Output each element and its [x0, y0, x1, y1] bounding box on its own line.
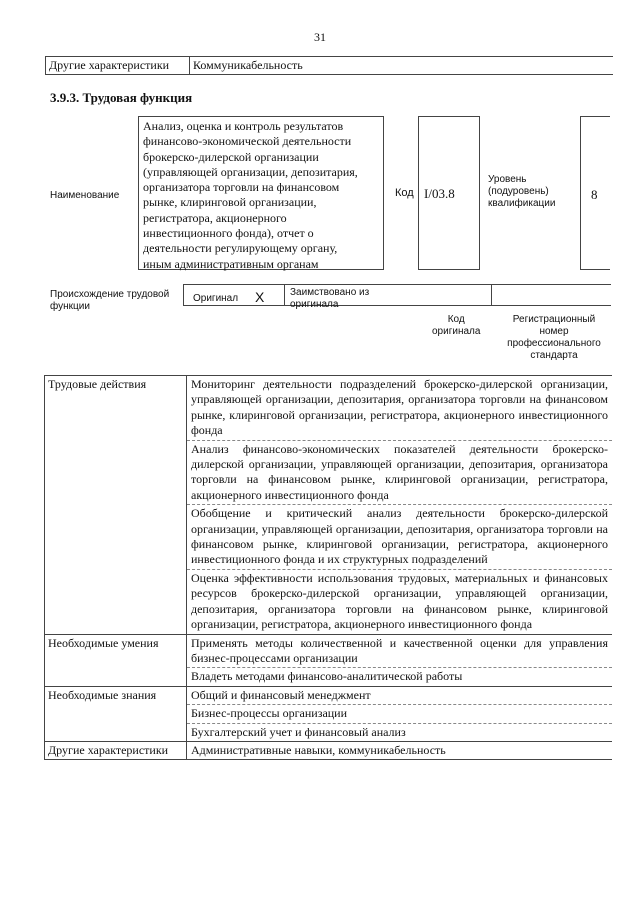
divider [491, 284, 492, 306]
function-name-line: финансово-экономической деятельности [143, 134, 352, 149]
function-details-table [44, 375, 612, 760]
name-label: Наименование [50, 190, 120, 201]
qualification-level-value: 8 [591, 187, 598, 202]
function-name-line: (управляющей организации, депозитария, [143, 164, 358, 179]
function-name-line: рынке, клиринговой организации, [143, 195, 317, 210]
function-name-line: брокерско-дилерской организации [143, 149, 319, 164]
registration-number-line: Регистрационный [512, 314, 596, 325]
labor-action-item: Оценка эффективности использования трудовых, материальных и финансовых ресурсов брокерско-дилерской организации, управляющей организации, депозитария, организатора торговли на финансовом рынке, клиринговой организации, регистратора, акционерного инвестиционного фонда [191, 570, 608, 632]
borrowed-label-line: оригинала [290, 299, 339, 310]
labor-action-item: Мониторинг деятельности подразделений брокерско-дилерской организации, управляющей организации, депозитария, организатора торговли на финансовом рынке, клиринговой организации, регистратора, акционерного инвестиционного фонда [187, 376, 613, 441]
skills-label: Необходимые умения [45, 634, 187, 686]
registration-number-label [500, 314, 608, 362]
function-name-line: организатора торговли на финансовом [143, 180, 340, 195]
labor-action-item: Анализ финансово-экономических показателей деятельности брокерско-дилерской организации, управляющей организации, депозитария, организатора торговли на финансовом рынке, клиринговой организации, регистратора, акционерного инвестиционного фонда [187, 440, 613, 505]
other-characteristics-value: Коммуникабельность [193, 58, 303, 72]
table-row [45, 376, 613, 441]
table-row [45, 634, 613, 668]
borrowed-label [290, 287, 369, 311]
origin-label [50, 289, 169, 313]
labor-actions-label: Трудовые действия [45, 376, 187, 635]
skill-item: Применять методы количественной и качественной оценки для управления бизнес-процессами организации [187, 634, 613, 668]
knowledge-item: Бизнес-процессы организации [187, 705, 613, 723]
origin-row [183, 284, 611, 306]
function-name-line: инвестиционного фонда), отчет о [143, 226, 314, 241]
origin-label-line: Происхождение трудовой [50, 289, 170, 300]
code-value: I/03.8 [424, 186, 455, 201]
other-label: Другие характеристики [45, 741, 187, 759]
qualification-level-label-line: квалификации [488, 198, 556, 209]
knowledge-label: Необходимые знания [45, 686, 187, 741]
knowledge-item: Общий и финансовый менеджмент [187, 686, 613, 704]
divider [183, 284, 184, 306]
function-name-line: Анализ, оценка и контроль результатов [143, 119, 344, 133]
other-characteristics-row [45, 56, 613, 75]
divider [284, 284, 285, 306]
qualification-level-label-line: Уровень [488, 174, 527, 185]
other-characteristics-label: Другие характеристики [45, 57, 190, 74]
qualification-level-label-line: (подуровень) [488, 186, 549, 197]
labor-action-item: Обобщение и критический анализ деятельности брокерско-дилерской организации, управляющей организации, депозитария, организатора торговли на финансовом рынке, клиринговой организации, регистратора, акционерного инвестиционного фонда и их структурных подразделений [187, 505, 613, 570]
table-row [45, 741, 613, 759]
function-name-line: иным административным органам [143, 256, 319, 271]
code-original-line: Код [447, 314, 465, 325]
function-name-line: деятельности регулирующему органу, [143, 241, 338, 256]
original-label: Оригинал [193, 293, 239, 304]
table-row [45, 686, 613, 704]
original-mark: X [255, 289, 265, 305]
other-value: Административные навыки, коммуникабельность [187, 741, 613, 759]
code-original-label [432, 314, 480, 338]
function-name-box [138, 116, 384, 270]
knowledge-item: Бухгалтерский учет и финансовый анализ [191, 724, 406, 739]
registration-number-line: номер [539, 326, 569, 337]
qualification-level-label [488, 174, 555, 210]
registration-number-line: стандарта [530, 350, 578, 361]
function-name-line: регистратора, акционерного [143, 210, 287, 225]
code-label: Код [395, 187, 414, 199]
section-title: 3.9.3. Трудовая функция [50, 90, 193, 105]
borrowed-label-line: Заимствовано из [290, 287, 370, 298]
skill-item: Владеть методами финансово-аналитической работы [191, 669, 463, 684]
registration-number-line: профессионального [507, 338, 601, 349]
origin-label-line: функции [50, 301, 90, 312]
page-number: 31 [314, 30, 326, 44]
code-original-line: оригинала [432, 326, 481, 337]
